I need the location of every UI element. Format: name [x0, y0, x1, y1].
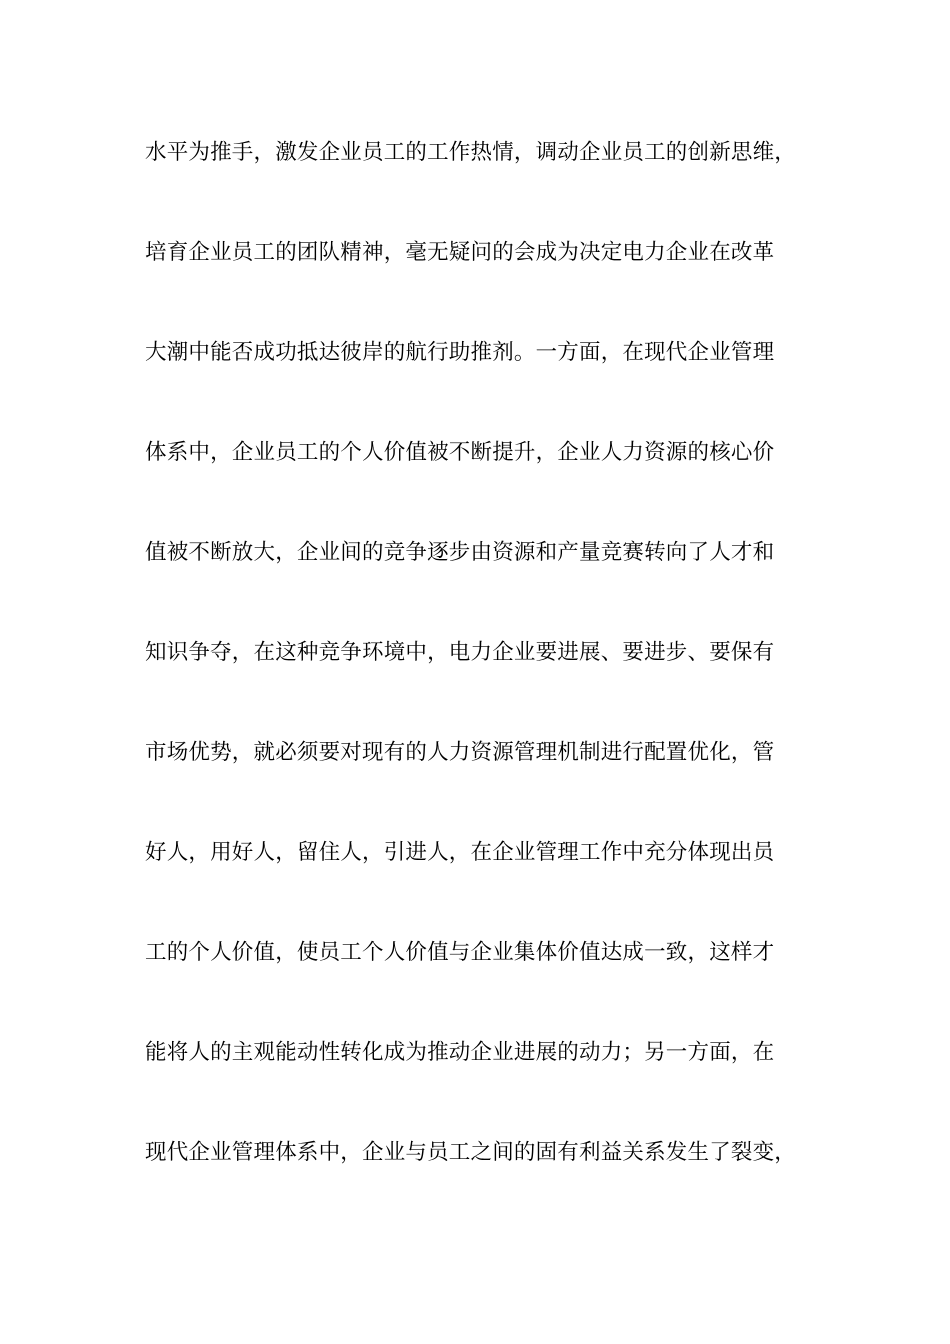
text-line-1: 水平为推手，激发企业员工的工作热情，调动企业员工的创新思维， [145, 140, 797, 165]
text-line-4: 体系中，企业员工的个人价值被不断提升，企业人力资源的核心价 [145, 440, 775, 465]
text-line-11: 现代企业管理体系中，企业与员工之间的固有利益关系发生了裂变， [145, 1140, 797, 1165]
text-line-9: 工的个人价值，使员工个人价值与企业集体价值达成一致，这样才 [145, 940, 775, 965]
text-line-8: 好人，用好人，留住人，引进人，在企业管理工作中充分体现出员 [145, 840, 775, 865]
text-line-6: 知识争夺，在这种竞争环境中，电力企业要进展、要进步、要保有 [145, 640, 775, 665]
text-line-5: 值被不断放大，企业间的竞争逐步由资源和产量竞赛转向了人才和 [145, 540, 775, 565]
text-line-10: 能将人的主观能动性转化成为推动企业进展的动力；另一方面，在 [145, 1040, 775, 1065]
body-text [145, 131, 835, 1231]
text-line-2: 培育企业员工的团队精神，毫无疑问的会成为决定电力企业在改革 [145, 240, 775, 265]
text-line-3: 大潮中能否成功抵达彼岸的航行助推剂。一方面，在现代企业管理 [145, 340, 775, 365]
text-line-7: 市场优势，就必须要对现有的人力资源管理机制进行配置优化，管 [145, 740, 775, 765]
